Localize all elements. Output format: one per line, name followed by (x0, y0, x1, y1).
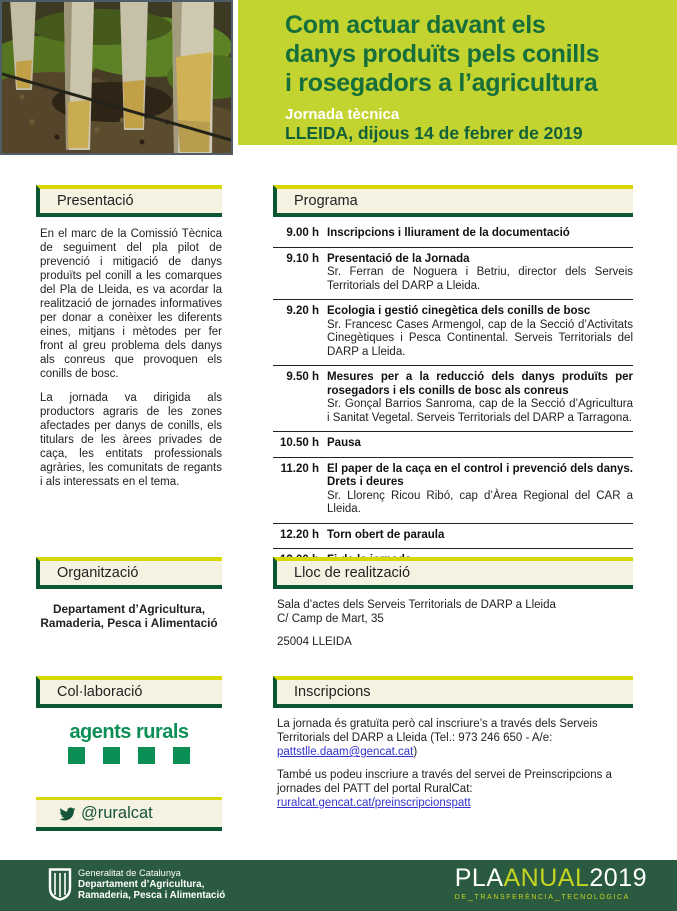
venue-address (277, 598, 633, 649)
inscripcions-text-before: La jornada és gratuïta però cal inscriure’s a través dels Serveis Territorials del DARP a Lleida (Tel.: 973 246 650 - A/e: (277, 718, 598, 744)
ruralcat-link[interactable]: ruralcat.gencat.cat/preinscripcionspatt (277, 797, 471, 809)
agents-rurals-squares-icon (66, 747, 192, 764)
venue-line-2: C/ Camp de Mart, 35 (277, 613, 384, 625)
page-title (285, 11, 667, 98)
programa-speaker: Sr. Gonçal Barrios Sanroma, cap de la Secció d’Agricultura i Sanitat Vegetal. Serveis Territorials del DARP a Tarragona. (327, 398, 633, 424)
programa-heading: Programa (273, 185, 633, 217)
organitzacio-line-1: Departament d’Agricultura, (52, 602, 206, 616)
programa-speaker: Sr. Francesc Cases Armengol, cap de la Secció d’Activitats Cinegètiques i Pesca Continental. Serveis Territorials del DARP a Lleida. (327, 318, 633, 358)
programa-title: El paper de la caça en el control i prevenció dels danys. Drets i deures (327, 462, 633, 488)
title-line-2: danys produïts pels conills (285, 40, 600, 68)
twitter-icon (58, 806, 77, 822)
title-line-3: i rosegadors a l’agricultura (285, 69, 598, 97)
organitzacio-section (36, 557, 222, 630)
venue-line-1: Sala d’actes dels Serveis Territorials de DARP a Lleida (277, 599, 556, 611)
programa-time: 9.20 h (286, 305, 319, 317)
gencat-line-3: Ramaderia, Pesca i Alimentació (78, 890, 226, 901)
senyera-shield-icon (48, 868, 72, 901)
gencat-line-1: Generalitat de Catalunya (78, 868, 181, 878)
lloc-heading: Lloc de realització (273, 557, 633, 589)
inscripcions-paragraph-1 (277, 717, 633, 759)
year-text: 2019 (589, 864, 647, 892)
agents-rurals-square (103, 747, 120, 764)
venue-postal: 25004 LLEIDA (277, 636, 352, 648)
gencat-line-2: Departament d’Agricultura, (78, 879, 205, 890)
programa-time: 10.50 h (280, 437, 319, 449)
programa-row (273, 524, 633, 550)
lloc-section (273, 557, 633, 649)
email-link[interactable]: pattstlle.daam@gencat.cat (277, 746, 414, 758)
agents-rurals-logo-text: agents rurals (69, 721, 189, 743)
tree-damage-illustration (2, 2, 231, 153)
anual-text: ANUAL (503, 864, 590, 892)
title-line-1: Com actuar davant els (285, 11, 546, 39)
programa-title: Mesures per a la reducció dels danys produïts per rosegadors i els conills de bosc als conreus (327, 371, 633, 397)
inscripcions-text-2: També us podeu inscriure a través del servei de Preinscripcions a jornades del PATT del portal RuralCat: (277, 769, 612, 795)
inscripcions-section (273, 676, 633, 810)
inscripcions-text-after: ) (413, 746, 418, 758)
presentacio-paragraph-1: En el marc de la Comissió Tècnica de seguiment del pla pilot de prevenció i mitigació de danys produïts pel conill a les comarques del Pla de Lleida, es va acordar la realització de jornades informatives per donar a conèixer les diferents eines, mitjans i mètodes per fer front al greu problema dels danys als conreus que provoquen els conills de bosc. (40, 228, 222, 380)
programa-row (273, 366, 633, 432)
presentacio-section (36, 185, 222, 489)
programa-time: 9.10 h (286, 252, 319, 265)
programa-row (273, 300, 633, 366)
pla-anual-main (455, 865, 647, 891)
organitzacio-line-2: Ramaderia, Pesca i Alimentació (40, 616, 218, 630)
programa-title: Presentació de la Jornada (327, 252, 470, 265)
main-content (0, 185, 677, 860)
programa-title: Torn obert de paraula (327, 528, 445, 541)
programa-title: Ecologia i gestió cinegètica dels conills de bosc (327, 305, 591, 317)
programa-time: 9.00 h (286, 227, 319, 239)
programa-section (273, 185, 633, 575)
programa-row (273, 458, 633, 524)
inscripcions-paragraph-2 (277, 768, 633, 810)
gencat-text (78, 868, 225, 901)
pla-anual-subtitle: de_transferència_tecnològica (454, 891, 630, 902)
programa-row (273, 218, 633, 248)
programa-speaker: Sr. Ferran de Noguera i Betriu, director dels Serveis Territorials del DARP a Lleida. (327, 266, 633, 292)
gencat-block (48, 868, 225, 901)
twitter-handle: @ruralcat (81, 804, 153, 822)
agents-rurals-logo (36, 721, 222, 764)
agents-rurals-square (68, 747, 85, 764)
programa-row (273, 248, 633, 301)
damaged-tree-trunks-photo (0, 0, 233, 155)
programa-row (273, 432, 633, 458)
pla-text: PLA (454, 864, 504, 892)
presentacio-paragraph-2: La jornada va dirigida als productors agraris de les zones afectades per danys de conills, els titulars de les àrees privades de caça, les entitats professionals agràries, les comunitats de regants i als interessats en el tema. (40, 392, 222, 488)
agents-rurals-square (138, 747, 155, 764)
pla-anual-logo (455, 865, 647, 902)
organitzacio-heading: Organització (36, 557, 222, 589)
programa-list (273, 218, 633, 575)
twitter-link[interactable] (36, 797, 222, 831)
place-date-label: LLEIDA, dijous 14 de febrer de 2019 (285, 123, 583, 143)
organitzacio-name (36, 602, 222, 630)
collaboracio-section (36, 676, 222, 764)
agents-rurals-square (173, 747, 190, 764)
programa-title: Pausa (327, 437, 361, 449)
programa-time: 9.50 h (286, 371, 319, 383)
programa-time: 11.20 h (280, 462, 319, 475)
programa-time: 12.20 h (280, 528, 319, 541)
inscripcions-heading: Inscripcions (273, 676, 633, 708)
presentacio-heading: Presentació (36, 185, 222, 217)
hero-banner (238, 0, 677, 145)
programa-title: Inscripcions i lliurament de la documentació (327, 227, 570, 239)
event-type-label: Jornada tècnica (285, 106, 400, 123)
footer (0, 860, 677, 911)
collaboracio-heading: Col·laboració (36, 676, 222, 708)
programa-speaker: Sr. Llorenç Ricou Ribó, cap d’Àrea Regional del CAR a Lleida. (327, 489, 633, 515)
